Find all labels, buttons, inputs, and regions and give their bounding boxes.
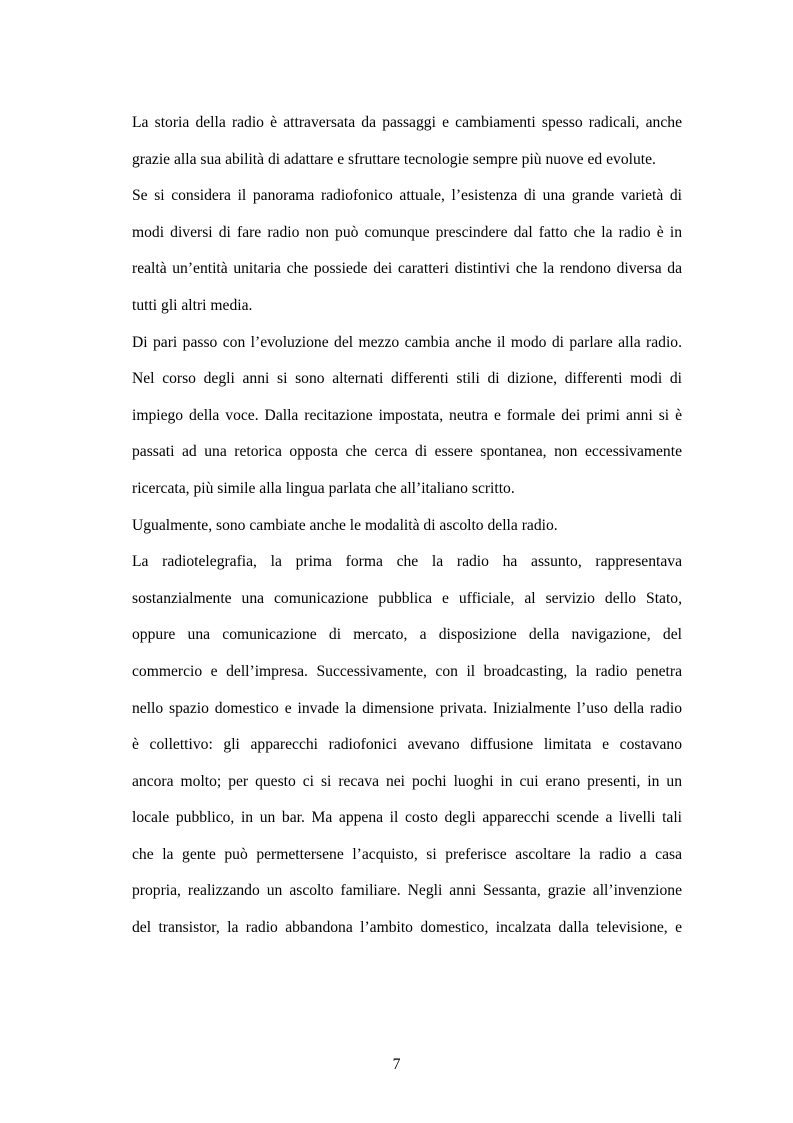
paragraph-3	[132, 325, 682, 508]
text-line: passati ad una retorica opposta che cerca di essere spontanea, non eccessivamente	[132, 443, 682, 461]
text-line: Nel corso degli anni si sono alternati differenti stili di dizione, differenti modi di	[132, 370, 682, 388]
paragraph-5	[132, 544, 682, 947]
paragraph-2	[132, 178, 682, 324]
text-line: Di pari passo con l’evoluzione del mezzo cambia anche il modo di parlare alla radio.	[132, 333, 682, 351]
text-line: ricercata, più simile alla lingua parlata che all’italiano scritto.	[132, 479, 515, 497]
text-line: che la gente può permettersene l’acquisto, si preferisce ascoltare la radio a casa	[132, 845, 682, 863]
text-line: locale pubblico, in un bar. Ma appena il costo degli apparecchi scende a livelli tali	[132, 809, 682, 827]
text-line: grazie alla sua abilità di adattare e sfruttare tecnologie sempre più nuove ed evolute.	[132, 150, 656, 168]
text-line: impiego della voce. Dalla recitazione impostata, neutra e formale dei primi anni si è	[132, 406, 682, 424]
text-line: tutti gli altri media.	[132, 296, 253, 314]
text-line: nello spazio domestico e invade la dimensione privata. Inizialmente l’uso della radio	[132, 699, 682, 717]
text-line: del transistor, la radio abbandona l’ambito domestico, incalzata dalla televisione, e	[132, 919, 682, 937]
text-line: realtà un’entità unitaria che possiede dei caratteri distintivi che la rendono diversa da	[132, 260, 682, 278]
paragraph-4	[132, 508, 682, 545]
text-line: Ugualmente, sono cambiate anche le modalità di ascolto della radio.	[132, 516, 558, 534]
text-line: Se si considera il panorama radiofonico attuale, l’esistenza di una grande varietà di	[132, 187, 682, 205]
text-line: La radiotelegrafia, la prima forma che la radio ha assunto, rappresentava	[132, 553, 682, 571]
body-text	[132, 105, 682, 947]
text-line: La storia della radio è attraversata da passaggi e cambiamenti spesso radicali, anche	[132, 114, 682, 131]
text-line: ancora molto; per questo ci si recava nei pochi luoghi in cui erano presenti, in un	[132, 772, 682, 790]
text-line: commercio e dell’impresa. Successivamente, con il broadcasting, la radio penetra	[132, 662, 682, 680]
text-line: è collettivo: gli apparecchi radiofonici avevano diffusione limitata e costavano	[132, 736, 682, 754]
paragraph-1	[132, 105, 682, 178]
text-line: modi diversi di fare radio non può comunque prescindere dal fatto che la radio è in	[132, 223, 682, 241]
text-line: oppure una comunicazione di mercato, a disposizione della navigazione, del	[132, 626, 682, 644]
page-number: 7	[392, 1056, 401, 1073]
text-line: propria, realizzando un ascolto familiare. Negli anni Sessanta, grazie all’invenzione	[132, 882, 682, 900]
text-line: sostanzialmente una comunicazione pubblica e ufficiale, al servizio dello Stato,	[132, 589, 682, 607]
